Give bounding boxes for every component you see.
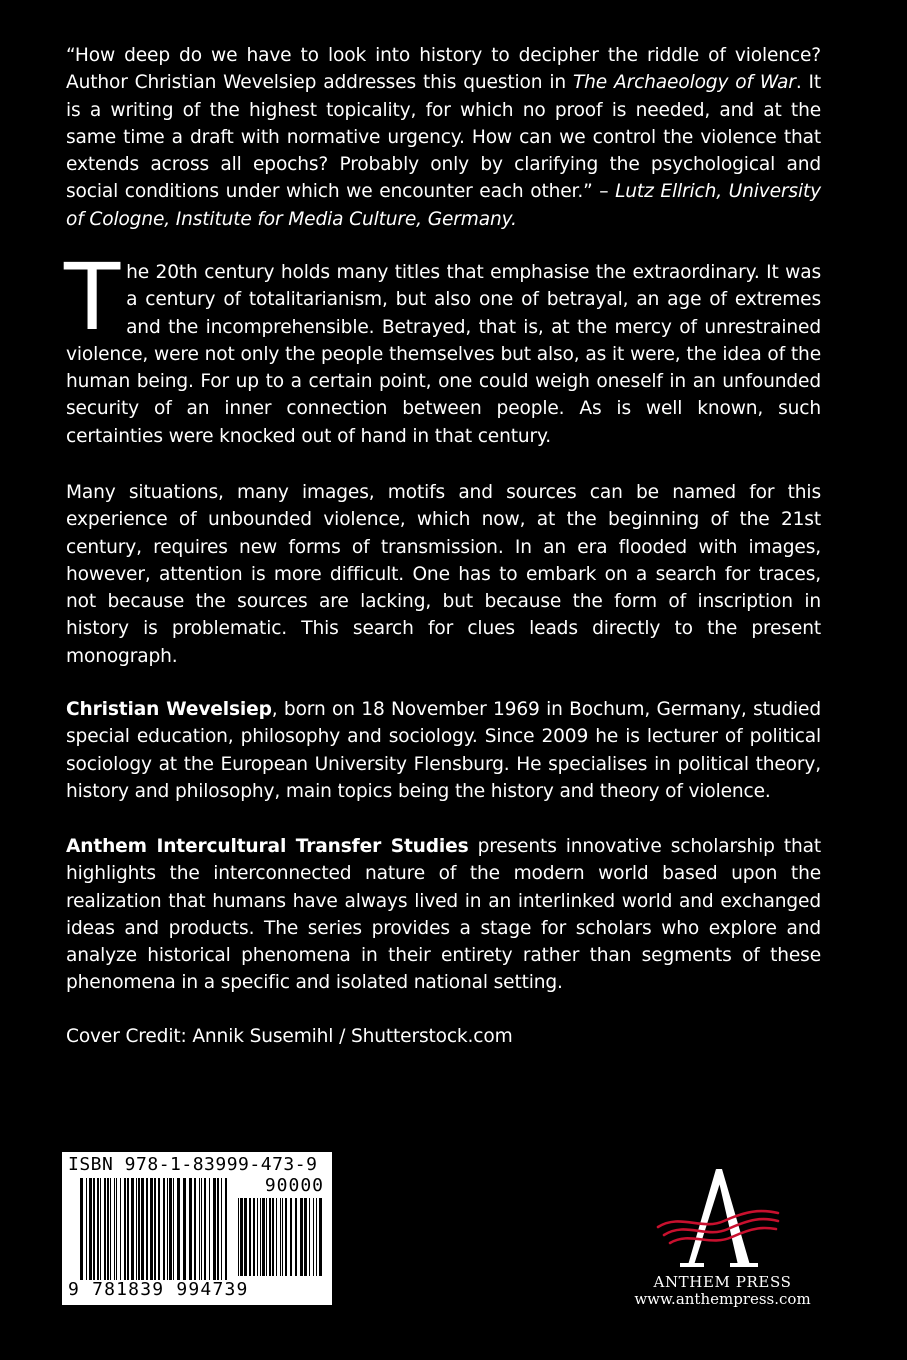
barcode-bar bbox=[213, 1178, 216, 1280]
quote-attribution: Lutz Ellrich, University of Cologne, Institute for Media Culture, Germany. bbox=[66, 181, 821, 230]
barcode-bar bbox=[124, 1178, 126, 1280]
barcode-bar bbox=[262, 1198, 265, 1276]
barcode-bar bbox=[154, 1178, 156, 1280]
barcode-bar bbox=[120, 1178, 121, 1280]
barcode-bar bbox=[177, 1178, 180, 1280]
barcode-bar bbox=[249, 1198, 251, 1276]
barcode-bar bbox=[316, 1198, 317, 1276]
barcode-bars-addon bbox=[238, 1198, 322, 1276]
barcode-bar bbox=[304, 1198, 307, 1276]
barcode-bars-main bbox=[80, 1178, 230, 1280]
barcode-bar bbox=[116, 1178, 117, 1280]
drop-cap-letter: T bbox=[64, 244, 121, 351]
barcode-bar bbox=[107, 1178, 109, 1280]
barcode-bar bbox=[276, 1198, 277, 1276]
barcode-bar bbox=[240, 1198, 243, 1276]
barcode-bar bbox=[80, 1178, 83, 1280]
author-name: Christian Wevelsiep bbox=[66, 699, 272, 720]
barcode-bar bbox=[146, 1178, 148, 1280]
quote-text-part1: “How deep do we have to look into history to decipher the riddle of violence? Author Christian Wevelsiep addresses this question in bbox=[66, 45, 821, 94]
barcode-bar bbox=[253, 1198, 255, 1276]
isbn-label: ISBN 978-1-83999-473-9 bbox=[68, 1154, 318, 1175]
barcode-bar bbox=[199, 1178, 200, 1280]
barcode-bar bbox=[97, 1178, 99, 1280]
cover-credit: Cover Credit: Annik Susemihl / Shutterstock.com bbox=[66, 1026, 513, 1047]
barcode-bar bbox=[280, 1198, 281, 1276]
barcode-bar bbox=[141, 1178, 144, 1280]
barcode-bar bbox=[309, 1198, 310, 1276]
barcode-bar bbox=[313, 1198, 314, 1276]
barcode-bar bbox=[285, 1198, 287, 1276]
author-bio-text: , born on 18 November 1969 in Bochum, Germany, studied special education, philosophy and sociology. Since 2009 he is lecturer of political sociology at the European University Flensburg. He specialises in political theory, history and philosophy, main topics being the history and theory of violence. bbox=[66, 699, 821, 802]
barcode-bar bbox=[290, 1198, 292, 1276]
endorsement-quote bbox=[66, 42, 821, 233]
barcode-bar bbox=[225, 1178, 227, 1280]
anthem-press-logo bbox=[650, 1165, 785, 1273]
barcode-bar bbox=[260, 1198, 261, 1276]
intro-text: he 20th century holds many titles that emphasise the extraordinary. It was a century of totalitarianism, but also one of betrayal, an age of extremes and the incomprehensible. Betrayed, that is, at the mercy of unrestrained violence, were not only the people themselves but also, as it were, the idea of the human being. For up to a certain point, one could weigh oneself in an unfounded security of an inner connection between people. As is well known, such certainties were knocked out of hand in that century. bbox=[66, 262, 821, 447]
barcode-bar bbox=[136, 1178, 137, 1280]
barcode-number: 9 781839 994739 bbox=[68, 1279, 249, 1300]
barcode-bar bbox=[110, 1178, 111, 1280]
series-name: Anthem Intercultural Transfer Studies bbox=[66, 836, 469, 857]
situations-text: Many situations, many images, motifs and sources can be named for this experience of unbounded violence, which now, at the beginning of the 21st century, requires new forms of transmission. In an era flooded with images, however, attention is more difficult. One has to embark on a search for traces, not because the sources are lacking, but because the form of inscription in history is problematic. This search for clues leads directly to the present monograph. bbox=[66, 482, 821, 667]
author-bio-paragraph bbox=[66, 696, 821, 805]
barcode-bar bbox=[272, 1198, 274, 1276]
series-paragraph bbox=[66, 833, 821, 997]
situations-paragraph bbox=[66, 479, 821, 670]
barcode-bar bbox=[114, 1178, 115, 1280]
barcode-bar bbox=[194, 1178, 196, 1280]
barcode-bar bbox=[221, 1178, 222, 1280]
barcode-bar bbox=[158, 1178, 160, 1280]
quote-text-part2: . It is a writing of the highest topicality, for which no proof is needed, and at the same time a draft with normative urgency. How can we control the violence that extends across all epochs? Probably only by clarifying the psychological and social conditions under which we encounter each other.” – bbox=[66, 72, 821, 203]
series-text: presents innovative scholarship that highlights the interconnected nature of the modern world based upon the realization that humans have always lived in an interlinked world and exchanged ideas and products. The series provides a stage for scholars who explore and analyze historical phenomena in their entirety rather than segments of these phenomena in a specific and isolated national setting. bbox=[66, 836, 821, 994]
price-code: 90000 bbox=[264, 1175, 324, 1196]
barcode-bar bbox=[319, 1198, 322, 1276]
barcode-bar bbox=[282, 1198, 283, 1276]
barcode-bar bbox=[266, 1198, 267, 1276]
barcode-bar bbox=[269, 1198, 271, 1276]
barcode-bar bbox=[201, 1178, 202, 1280]
barcode-bar bbox=[89, 1178, 92, 1280]
barcode-bar bbox=[300, 1198, 303, 1276]
barcode-bar bbox=[183, 1178, 186, 1280]
barcode-bar bbox=[86, 1178, 87, 1280]
barcode-bar bbox=[131, 1178, 134, 1280]
barcode-bar bbox=[100, 1178, 101, 1280]
barcode-bar bbox=[189, 1178, 192, 1280]
publisher-name: ANTHEM PRESS bbox=[653, 1273, 792, 1291]
barcode-bar bbox=[238, 1198, 239, 1276]
isbn-barcode bbox=[62, 1152, 332, 1305]
barcode-bar bbox=[169, 1178, 172, 1280]
barcode-bar bbox=[173, 1178, 174, 1280]
barcode-bar bbox=[150, 1178, 153, 1280]
intro-paragraph bbox=[64, 244, 821, 450]
barcode-bar bbox=[217, 1178, 219, 1280]
barcode-bar bbox=[257, 1198, 258, 1276]
barcode-bar bbox=[244, 1198, 247, 1276]
barcode-bar bbox=[104, 1178, 106, 1280]
barcode-bar bbox=[127, 1178, 129, 1280]
barcode-bar bbox=[209, 1178, 210, 1280]
publisher-url[interactable]: www.anthempress.com bbox=[634, 1290, 811, 1308]
barcode-bar bbox=[167, 1178, 168, 1280]
book-title: The Archaeology of War bbox=[572, 72, 796, 94]
barcode-bar bbox=[204, 1178, 206, 1280]
barcode-bar bbox=[163, 1178, 165, 1280]
barcode-bar bbox=[93, 1178, 95, 1280]
barcode-bar bbox=[138, 1178, 140, 1280]
barcode-bar bbox=[295, 1198, 297, 1276]
